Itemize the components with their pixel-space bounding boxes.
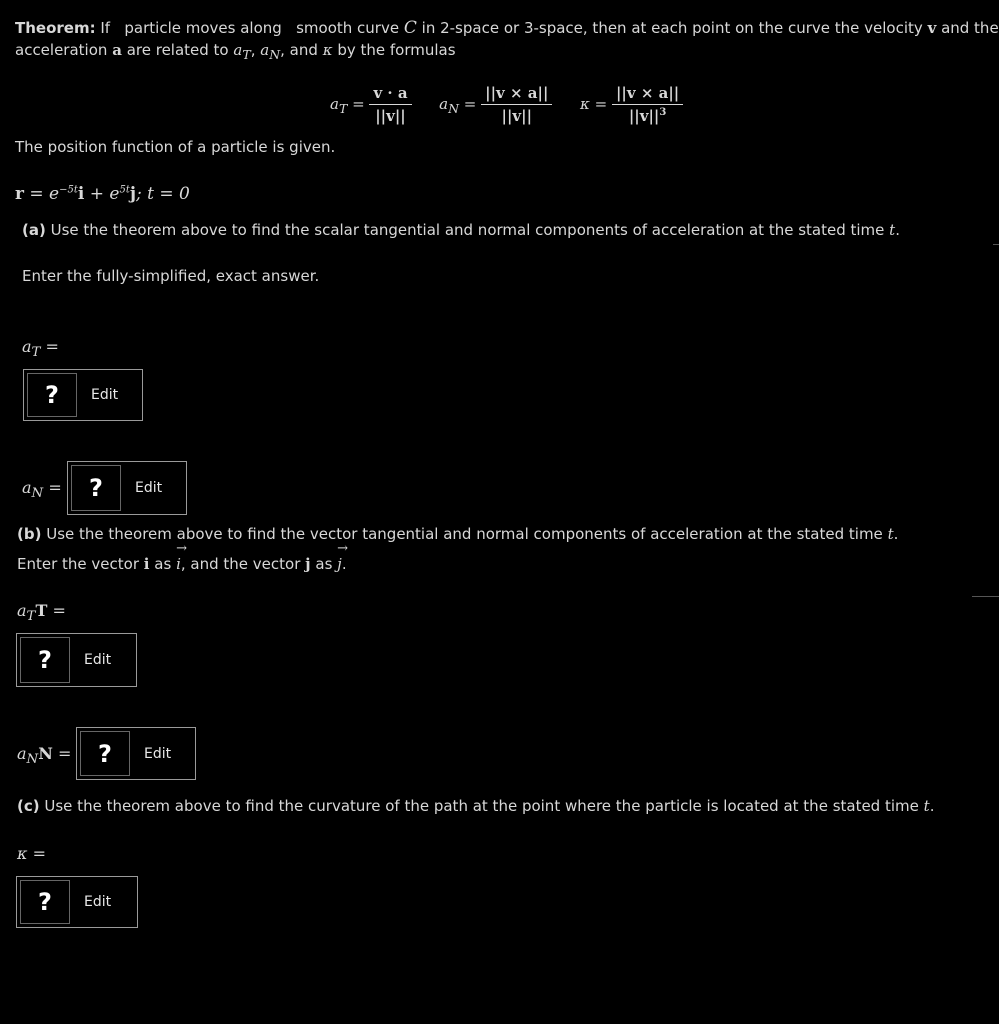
arrow-icon: →	[176, 541, 187, 556]
acceleration-symbol: a	[112, 41, 122, 59]
aT-fraction	[369, 84, 411, 125]
aNN-label: $a_NN$ =	[17, 744, 72, 768]
equals-sign: =	[352, 95, 365, 113]
theorem-label: Theorem:	[15, 19, 96, 37]
aN-input[interactable]: ?	[71, 465, 121, 511]
aN-symbol: $a_N$	[260, 41, 281, 62]
kappa-denominator: $||v||^3$	[628, 107, 667, 125]
theorem-text: acceleration	[15, 41, 108, 59]
aN-answer-box[interactable]	[67, 461, 187, 515]
i-symbol: i	[143, 555, 150, 573]
formula-row	[330, 84, 683, 125]
part-c-text: Use the theorem above to find the curvature of the path at the point where the particle is located at the stated time	[44, 797, 919, 815]
kappa-edit-button[interactable]: Edit	[72, 880, 123, 924]
velocity-symbol: v	[927, 19, 937, 37]
instruction-text: , and the vector	[180, 555, 301, 573]
theorem-text: by the formulas	[337, 41, 456, 59]
theorem-line-2: acceleration a are related to $a_T$, $a_N$, and κ by the formulas	[15, 41, 456, 62]
formula-aT: $a_T$	[330, 95, 348, 116]
part-b-label: (b)	[17, 525, 42, 543]
aNN-answer-box[interactable]	[76, 727, 196, 780]
aN-fraction	[481, 84, 552, 125]
time-value: ; t = 0	[136, 184, 190, 204]
i-vector-notation: → i	[176, 541, 187, 573]
exponent: 5t	[119, 184, 130, 196]
arrow-icon: →	[337, 541, 349, 556]
instruction-text: as	[315, 555, 333, 573]
kappa-numerator: ||v × a||	[612, 84, 683, 105]
formula-aN: $a_N$	[439, 95, 459, 116]
part-a-question: (a) Use the theorem above to find the scalar tangential and normal components of acceleration at the stated time t.	[22, 221, 900, 239]
aT-answer-box[interactable]	[23, 369, 143, 421]
part-b-text: Use the theorem above to find the vector tangential and normal components of acceleration at the stated time	[46, 525, 883, 543]
e-symbol: e	[49, 184, 60, 204]
theorem-line-1	[15, 18, 999, 38]
kappa-fraction	[612, 84, 683, 125]
aTT-input[interactable]: ?	[20, 637, 70, 683]
part-a-text: Use the theorem above to find the scalar tangential and normal components of acceleration at the stated time	[50, 221, 885, 239]
equals-sign: =	[29, 184, 44, 204]
part-b-question: (b) Use the theorem above to find the vector tangential and normal components of acceleration at the stated time t.	[17, 525, 899, 543]
aNN-input[interactable]: ?	[80, 731, 130, 776]
aT-edit-button[interactable]: Edit	[79, 373, 130, 417]
theorem-text: If	[100, 19, 111, 37]
theorem-text: in 2-space or 3-space, then at each point on the curve the velocity	[421, 19, 923, 37]
t-symbol: t	[923, 797, 930, 815]
t-symbol: t	[887, 525, 894, 543]
r-symbol: r	[15, 184, 24, 204]
aTT-answer-box[interactable]	[16, 633, 137, 687]
aN-numerator: ||v × a||	[481, 84, 552, 105]
t-symbol: t	[889, 221, 896, 239]
edge-divider	[993, 244, 999, 245]
j-symbol: j	[129, 184, 136, 204]
theorem-text: particle moves along	[124, 19, 282, 37]
theorem-text: smooth curve	[296, 19, 400, 37]
j-symbol: j	[305, 555, 311, 573]
position-function	[15, 184, 190, 204]
theorem-text: and the	[941, 19, 999, 37]
aT-denominator: ||v||	[375, 107, 406, 125]
aT-input[interactable]: ?	[27, 373, 77, 417]
instruction-text: Enter the vector	[17, 555, 139, 573]
kappa-answer-box[interactable]	[16, 876, 138, 928]
curve-symbol: C	[403, 18, 417, 38]
equals-sign: =	[463, 95, 477, 113]
part-a-label: (a)	[22, 221, 46, 239]
exponent: −5t	[59, 184, 78, 196]
instruction-text: as	[154, 555, 172, 573]
formula-kappa: κ	[579, 95, 590, 113]
part-c-label: (c)	[17, 797, 40, 815]
aTT-label: $a_TT$ =	[17, 601, 66, 625]
theorem-text: are related to	[126, 41, 229, 59]
aT-symbol: $a_T$	[233, 41, 251, 62]
aN-label: $a_N$ =	[22, 478, 62, 502]
aNN-edit-button[interactable]: Edit	[132, 731, 183, 776]
aTT-edit-button[interactable]: Edit	[72, 637, 123, 683]
aN-edit-button[interactable]: Edit	[123, 465, 174, 511]
part-c-question: (c) Use the theorem above to find the curvature of the path at the point where the particle is located at the stated time t.	[17, 797, 935, 815]
j-vector-notation: → j	[337, 541, 349, 573]
equals-sign: =	[594, 95, 608, 113]
part-b-instruction: Enter the vector i as → i, and the vector j as → j.	[17, 541, 349, 573]
kappa-label: κ =	[17, 844, 46, 863]
kappa-symbol: κ	[322, 41, 333, 59]
aT-numerator: v · a	[369, 84, 411, 105]
i-symbol: i	[77, 184, 85, 204]
e-symbol: e	[109, 184, 120, 204]
theorem-text: , and	[280, 41, 318, 59]
edge-divider	[972, 596, 999, 597]
aN-denominator: ||v||	[501, 107, 533, 125]
problem-intro: The position function of a particle is given.	[15, 138, 336, 156]
part-a-instruction: Enter the fully-simplified, exact answer.	[22, 267, 320, 285]
aT-label: $a_T$ =	[22, 337, 59, 361]
plus-sign: +	[89, 184, 104, 204]
kappa-input[interactable]: ?	[20, 880, 70, 924]
